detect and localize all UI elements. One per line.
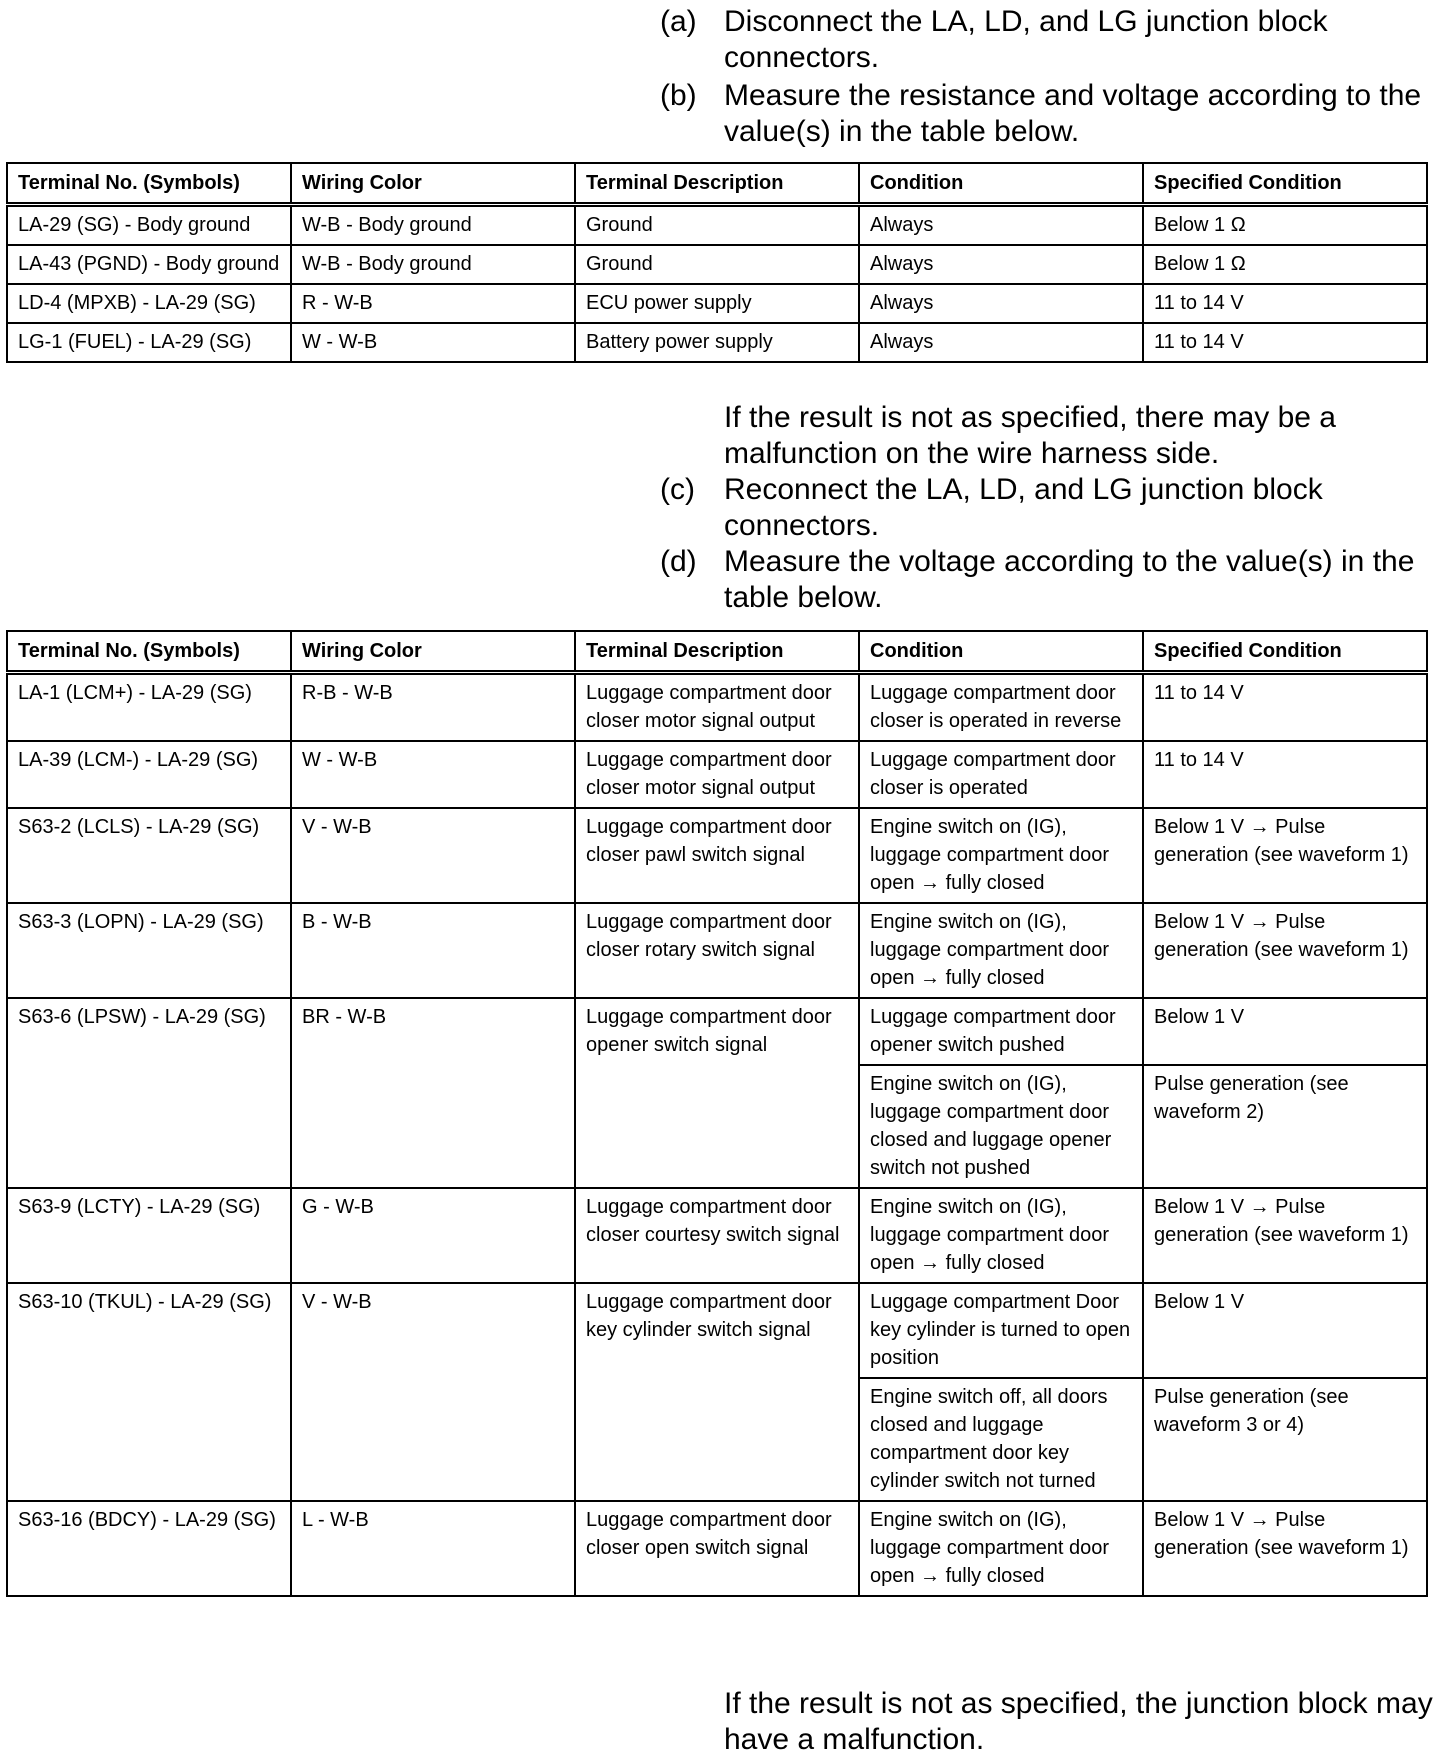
condition-cell: Engine switch on (IG), luggage compartment door open → fully closed [859,808,1143,903]
table-row [7,998,1427,1065]
terminal-description-cell: Luggage compartment door closer pawl switch signal [575,808,859,903]
table-row [7,1188,1427,1283]
table-row [7,673,1427,742]
condition-cell: Engine switch off, all doors closed and luggage compartment door key cylinder switch not turned [859,1378,1143,1501]
terminal-description-cell: Luggage compartment door opener switch signal [575,998,859,1188]
column-header: Terminal No. (Symbols) [7,163,291,205]
table-cell: 11 to 14 V [1143,284,1427,323]
table-row [7,245,1427,284]
specified-condition-cell: Pulse generation (see waveform 2) [1143,1065,1427,1188]
table-cell: W-B - Body ground [291,245,575,284]
step-text: Measure the voltage according to the value(s) in the table below. [724,545,1415,614]
wiring-color-cell: R-B - W-B [291,673,575,742]
terminal-cell: S63-3 (LOPN) - LA-29 (SG) [7,903,291,998]
wiring-color-cell: B - W-B [291,903,575,998]
step-text: Reconnect the LA, LD, and LG junction block connectors. [724,473,1323,542]
wiring-color-cell: V - W-B [291,1283,575,1501]
column-header: Specified Condition [1143,631,1427,673]
table-row [7,741,1427,808]
condition-cell: Engine switch on (IG), luggage compartment door open → fully closed [859,903,1143,998]
column-header: Terminal Description [575,163,859,205]
condition-cell: Luggage compartment door opener switch pushed [859,998,1143,1065]
terminal-description-cell: Luggage compartment door closer open switch signal [575,1501,859,1596]
step-a [660,4,1440,76]
specified-condition-cell: Below 1 V → Pulse generation (see waveform 1) [1143,808,1427,903]
wiring-color-cell: G - W-B [291,1188,575,1283]
table-row [7,323,1427,362]
column-header: Specified Condition [1143,163,1427,205]
table-cell: Ground [575,205,859,246]
table-cell: Below 1 Ω [1143,205,1427,246]
specified-condition-cell: Pulse generation (see waveform 3 or 4) [1143,1378,1427,1501]
step-text: Disconnect the LA, LD, and LG junction block connectors. [724,5,1328,74]
table-row [7,284,1427,323]
terminal-cell: S63-10 (TKUL) - LA-29 (SG) [7,1283,291,1501]
step-marker: (c) [660,473,695,506]
table-header-row [7,631,1427,673]
condition-cell: Luggage compartment door closer is operated [859,741,1143,808]
step-marker: (a) [660,5,697,38]
condition-cell: Engine switch on (IG), luggage compartment door open → fully closed [859,1188,1143,1283]
table-cell: LA-29 (SG) - Body ground [7,205,291,246]
terminal-description-cell: Luggage compartment door key cylinder switch signal [575,1283,859,1501]
wiring-color-cell: V - W-B [291,808,575,903]
table-cell: 11 to 14 V [1143,323,1427,362]
table-cell: ECU power supply [575,284,859,323]
condition-cell: Engine switch on (IG), luggage compartment door closed and luggage opener switch not pushed [859,1065,1143,1188]
table-row [7,1283,1427,1378]
terminal-description-cell: Luggage compartment door closer rotary switch signal [575,903,859,998]
terminal-cell: LA-39 (LCM-) - LA-29 (SG) [7,741,291,808]
table-cell: LG-1 (FUEL) - LA-29 (SG) [7,323,291,362]
terminal-cell: S63-9 (LCTY) - LA-29 (SG) [7,1188,291,1283]
specified-condition-cell: Below 1 V [1143,1283,1427,1378]
table-row [7,903,1427,998]
table-cell: Below 1 Ω [1143,245,1427,284]
specified-condition-cell: Below 1 V → Pulse generation (see waveform 1) [1143,1188,1427,1283]
table-header-row [7,163,1427,205]
resistance-voltage-table-1 [6,162,1428,363]
terminal-description-cell: Luggage compartment door closer motor signal output [575,741,859,808]
column-header: Condition [859,163,1143,205]
condition-cell: Luggage compartment Door key cylinder is turned to open position [859,1283,1143,1378]
column-header: Terminal Description [575,631,859,673]
column-header: Terminal No. (Symbols) [7,631,291,673]
table-cell: W - W-B [291,323,575,362]
condition-cell: Engine switch on (IG), luggage compartment door open → fully closed [859,1501,1143,1596]
voltage-table-2 [6,630,1428,1597]
column-header: Wiring Color [291,631,575,673]
result-note-1: If the result is not as specified, there may be a malfunction on the wire harness side. [724,401,1336,470]
step-marker: (d) [660,545,697,578]
table-cell: LD-4 (MPXB) - LA-29 (SG) [7,284,291,323]
terminal-description-cell: Luggage compartment door closer motor signal output [575,673,859,742]
specified-condition-cell: Below 1 V → Pulse generation (see waveform 1) [1143,1501,1427,1596]
table-cell: R - W-B [291,284,575,323]
step-text: Measure the resistance and voltage according to the value(s) in the table below. [724,79,1422,148]
table-cell: Ground [575,245,859,284]
condition-cell: Luggage compartment door closer is operated in reverse [859,673,1143,742]
wiring-color-cell: BR - W-B [291,998,575,1188]
terminal-cell: S63-16 (BDCY) - LA-29 (SG) [7,1501,291,1596]
table-cell: W-B - Body ground [291,205,575,246]
table-cell: Battery power supply [575,323,859,362]
table-row [7,205,1427,246]
table-cell: Always [859,245,1143,284]
terminal-cell: S63-6 (LPSW) - LA-29 (SG) [7,998,291,1188]
table-row [7,1501,1427,1596]
terminal-cell: LA-1 (LCM+) - LA-29 (SG) [7,673,291,742]
step-d [660,544,1440,616]
terminal-cell: S63-2 (LCLS) - LA-29 (SG) [7,808,291,903]
step-marker: (b) [660,79,697,112]
column-header: Wiring Color [291,163,575,205]
table-row [7,808,1427,903]
specified-condition-cell: Below 1 V [1143,998,1427,1065]
wiring-color-cell: W - W-B [291,741,575,808]
wiring-color-cell: L - W-B [291,1501,575,1596]
step-b [660,78,1440,150]
column-header: Condition [859,631,1143,673]
table-cell: Always [859,284,1143,323]
specified-condition-cell: 11 to 14 V [1143,741,1427,808]
result-note-2: If the result is not as specified, the junction block may have a malfunction. [724,1687,1433,1756]
table-cell: Always [859,205,1143,246]
step-c [660,472,1440,544]
table-cell: LA-43 (PGND) - Body ground [7,245,291,284]
specified-condition-cell: 11 to 14 V [1143,673,1427,742]
table-cell: Always [859,323,1143,362]
specified-condition-cell: Below 1 V → Pulse generation (see waveform 1) [1143,903,1427,998]
terminal-description-cell: Luggage compartment door closer courtesy switch signal [575,1188,859,1283]
